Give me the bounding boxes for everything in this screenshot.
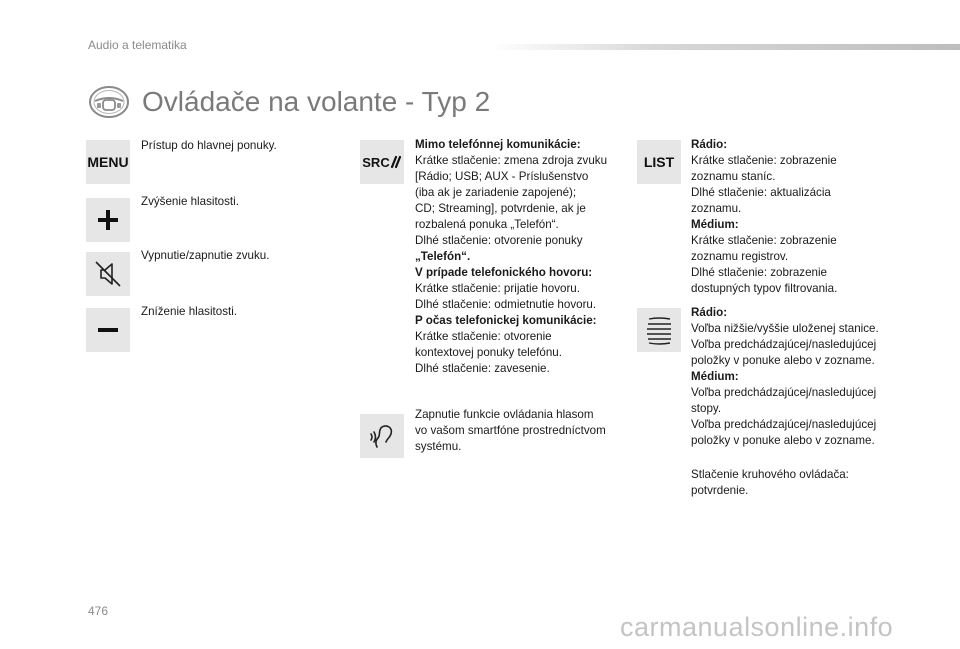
text-line: stopy. [691,402,722,415]
text-line: Voľba predchádzajúcej/nasledujúcej [691,386,877,399]
text-line: Médium: [691,218,739,231]
text-line: vo vašom smartfóne prostredníctvom [415,424,606,437]
src-label: SRC [362,154,390,170]
text-line: Dlhé stlačenie: aktualizácia [691,186,831,199]
press-description [691,467,849,499]
list-label: LIST [643,154,675,170]
menu-label: MENU [87,154,129,170]
text-line: Krátke stlačenie: zobrazenie [691,234,837,247]
mute-icon [86,252,130,296]
text-line: CD; Streaming], potvrdenie, ak je [415,202,586,215]
text-line: Rádio: [691,306,728,319]
text-line: položky v ponuke alebo v zozname. [691,354,875,367]
plus-icon [86,198,130,242]
voice-description [415,407,606,455]
thumbwheel-icon [637,308,681,352]
text-line: Dlhé stlačenie: zavesenie. [415,362,550,375]
menu-description: Prístup do hlavnej ponuky. [141,139,277,152]
text-line: Voľba predchádzajúcej/nasledujúcej [691,338,877,351]
text-line: Zapnutie funkcie ovládania hlasom [415,408,594,421]
text-line: Krátke stlačenie: zmena zdroja zvuku [415,154,608,167]
text-line: Rádio: [691,138,728,151]
minus-icon [86,308,130,352]
text-line: (iba ak je zariadenie zapojené); [415,186,577,199]
text-line: Stlačenie kruhového ovládača: [691,468,849,481]
text-line: rozbalená ponuka „Telefón“. [415,218,559,231]
text-line: Médium: [691,370,739,383]
text-line: Krátke stlačenie: zobrazenie [691,154,837,167]
section-header: Audio a telematika [88,38,187,52]
text-line: [Rádio; USB; AUX - Príslušenstvo [415,170,589,183]
text-line: Voľba predchádzajúcej/nasledujúcej [691,418,877,431]
text-line: potvrdenie. [691,484,749,497]
text-line: P očas telefonickej komunikácie: [415,314,597,327]
text-line: Krátke stlačenie: otvorenie [415,330,552,343]
header-divider-bar [490,44,960,50]
text-line: Krátke stlačenie: prijatie hovoru. [415,282,580,295]
text-line: Dlhé stlačenie: otvorenie ponuky [415,234,583,247]
mute-description: Vypnutie/zapnutie zvuku. [141,249,270,262]
text-line: Mimo telefónnej komunikácie: [415,138,581,151]
text-line: dostupných typov filtrovania. [691,282,838,295]
voice-control-icon [360,414,404,458]
text-line: Dlhé stlačenie: zobrazenie [691,266,827,279]
phone-icon [390,155,402,169]
watermark: carmanualsonline.info [620,612,894,642]
text-line: zoznamu staníc. [691,170,776,183]
src-phone-button-icon [360,140,404,184]
text-line: Dlhé stlačenie: odmietnutie hovoru. [415,298,597,311]
volume-down-description: Zníženie hlasitosti. [141,305,238,318]
page-number: 476 [88,604,109,618]
list-description [691,137,837,297]
text-line: „Telefón“. [415,250,471,263]
volume-up-description: Zvýšenie hlasitosti. [141,195,239,208]
text-line: zoznamu. [691,202,742,215]
list-button-icon [637,140,681,184]
text-line: položky v ponuke alebo v zozname. [691,434,875,447]
steering-wheel-icon [88,84,130,120]
src-description [415,137,607,377]
page-title: Ovládače na volante - Typ 2 [142,86,491,117]
thumbwheel-description [691,305,879,449]
text-line: zoznamu registrov. [691,250,789,263]
menu-button-icon [86,140,130,184]
text-line: kontextovej ponuky telefónu. [415,346,562,359]
text-line: V prípade telefonického hovoru: [415,266,593,279]
text-line: systému. [415,440,462,453]
text-line: Voľba nižšie/vyššie uloženej stanice. [691,322,879,335]
